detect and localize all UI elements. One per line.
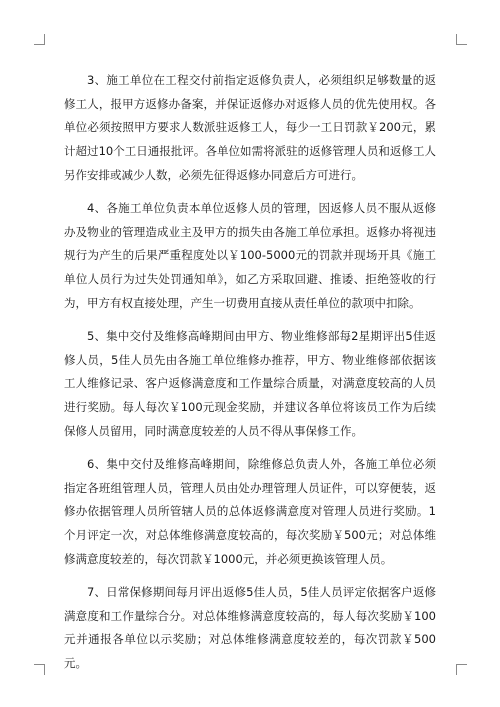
paragraph-6: 6、集中交付及维修高峰期间，除维修总负责人外，各施工单位必须指定各班组管理人员，管理人员由处办理管理人员证件，可以穿便装，返修办依据管理人员所管辖人员的总体返修满意度对管理人员进行奖励。1个月评定一次，对总体维修满意度较高的，每次奖励￥500元；对总体维修满意度较差的，每次罚款￥1000元，并必须更换该管理人员。 xyxy=(64,457,436,566)
paragraph-4: 4、各施工单位负责本单位返修人员的管理，因返修人员不服从返修办及物业的管理造成业主及甲方的损失由各施工单位承担。返修办将视违规行为产生的后果严重程度处以￥100-5000元的罚款并现场开具《施工单位人员行为过失处罚通知单》，如乙方采取回避、推诿、拒绝签收的行为，甲方有权直接处理，产生一切费用直接从责任单位的款项中扣除。 xyxy=(64,201,436,310)
paragraph-7: 7、日常保修期间每月评出返修5佳人员，5佳人员评定依据客户返修满意度和工作量综合分。对总体维修满意度较高的，每人每次奖励￥100元并通报各单位以示奖励；对总体维修满意度较差的，每次罚款￥500元。 xyxy=(64,585,436,671)
crop-mark-bottom-left xyxy=(34,664,45,675)
crop-mark-top-left xyxy=(34,34,45,45)
document-body xyxy=(64,69,436,685)
paragraph-5: 5、集中交付及维修高峰期间由甲方、物业维修部每2星期评出5佳返修人员，5佳人员先由各施工单位维修办推荐，甲方、物业维修部依据该工人维修记录、客户返修满意度和工作量综合质量，对满意度较高的人员进行奖励。每人每次￥100元现金奖励，并建议各单位将该员工作为后续保修人员留用，同时满意度较差的人员不得从事保修工作。 xyxy=(64,329,436,438)
crop-mark-bottom-right xyxy=(456,664,467,675)
crop-mark-top-right xyxy=(456,34,467,45)
paragraph-3: 3、施工单位在工程交付前指定返修负责人，必须组织足够数量的返修工人，报甲方返修办备案，并保证返修办对返修人员的优先使用权。各单位必须按照甲方要求人数派驻返修工人，每少一工日罚款￥200元，累计超过10个工日通报批评。各单位如需将派驻的返修管理人员和返修工人另作安排或减少人数，必须先征得返修办同意后方可进行。 xyxy=(64,73,436,182)
